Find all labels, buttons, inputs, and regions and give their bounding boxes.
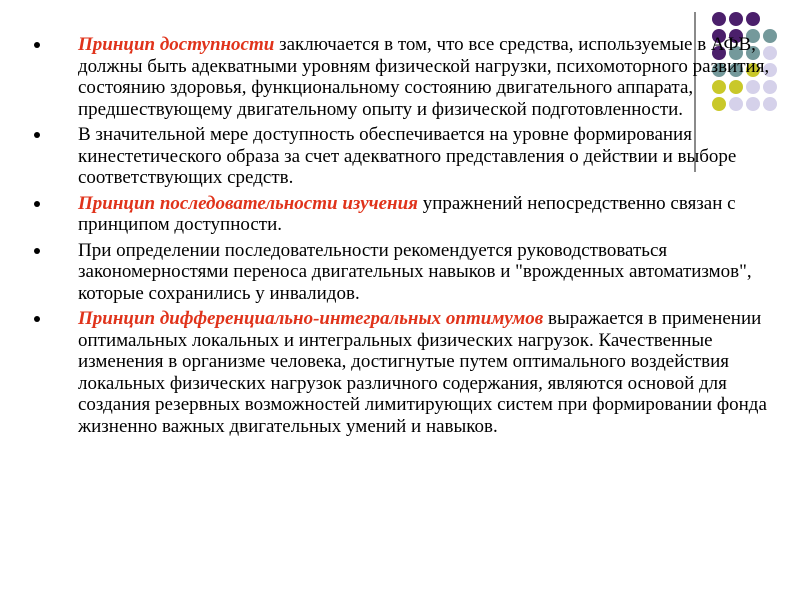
bullet-highlight: Принцип доступности	[78, 34, 275, 55]
bullet-item	[30, 34, 770, 120]
decorative-dot	[712, 12, 726, 26]
slide-content	[30, 34, 770, 441]
bullet-text: заключается в том, что все средства, используемые в АФВ, должны быть адекватными уровням физической нагрузки, психомоторного развития, состоянию здоровья, функциональному состоянию двигательного аппарата, предшествующему двигательному опыту и физической подготовленности.	[78, 34, 770, 120]
bullet-item	[30, 124, 770, 189]
bullet-text: упражнений непосредственно связан с принципом доступности.	[78, 192, 736, 235]
decorative-dot	[729, 12, 743, 26]
bullet-highlight: Принцип дифференциально-интегральных оптимумов	[78, 308, 544, 329]
bullet-item	[30, 193, 770, 236]
bullet-text: При определении последовательности рекомендуется руководствоваться закономерностями переноса двигательных навыков и "врожденных автоматизмов", которые сохранились у инвалидов.	[78, 239, 752, 304]
bullet-highlight: Принцип последовательности изучения	[78, 192, 418, 214]
bullet-list	[30, 34, 770, 437]
bullet-item	[30, 308, 770, 437]
decorative-dot	[746, 12, 760, 26]
bullet-text: выражается в применении оптимальных локальных и интегральных физических нагрузок. Качественные изменения в организме человека, достигнутые путем оптимального воздействия локальных физических нагрузок различного содержания, являются основой для создания резервных возможностей лимитирующих систем при формировании фонда жизненно важных двигательных умений и навыков.	[78, 308, 767, 437]
bullet-text: В значительной мере доступность обеспечивается на уровне формирования кинестетического образа за счет адекватного представления о действии и выборе соответствующих средств.	[78, 124, 737, 188]
bullet-item	[30, 240, 770, 305]
